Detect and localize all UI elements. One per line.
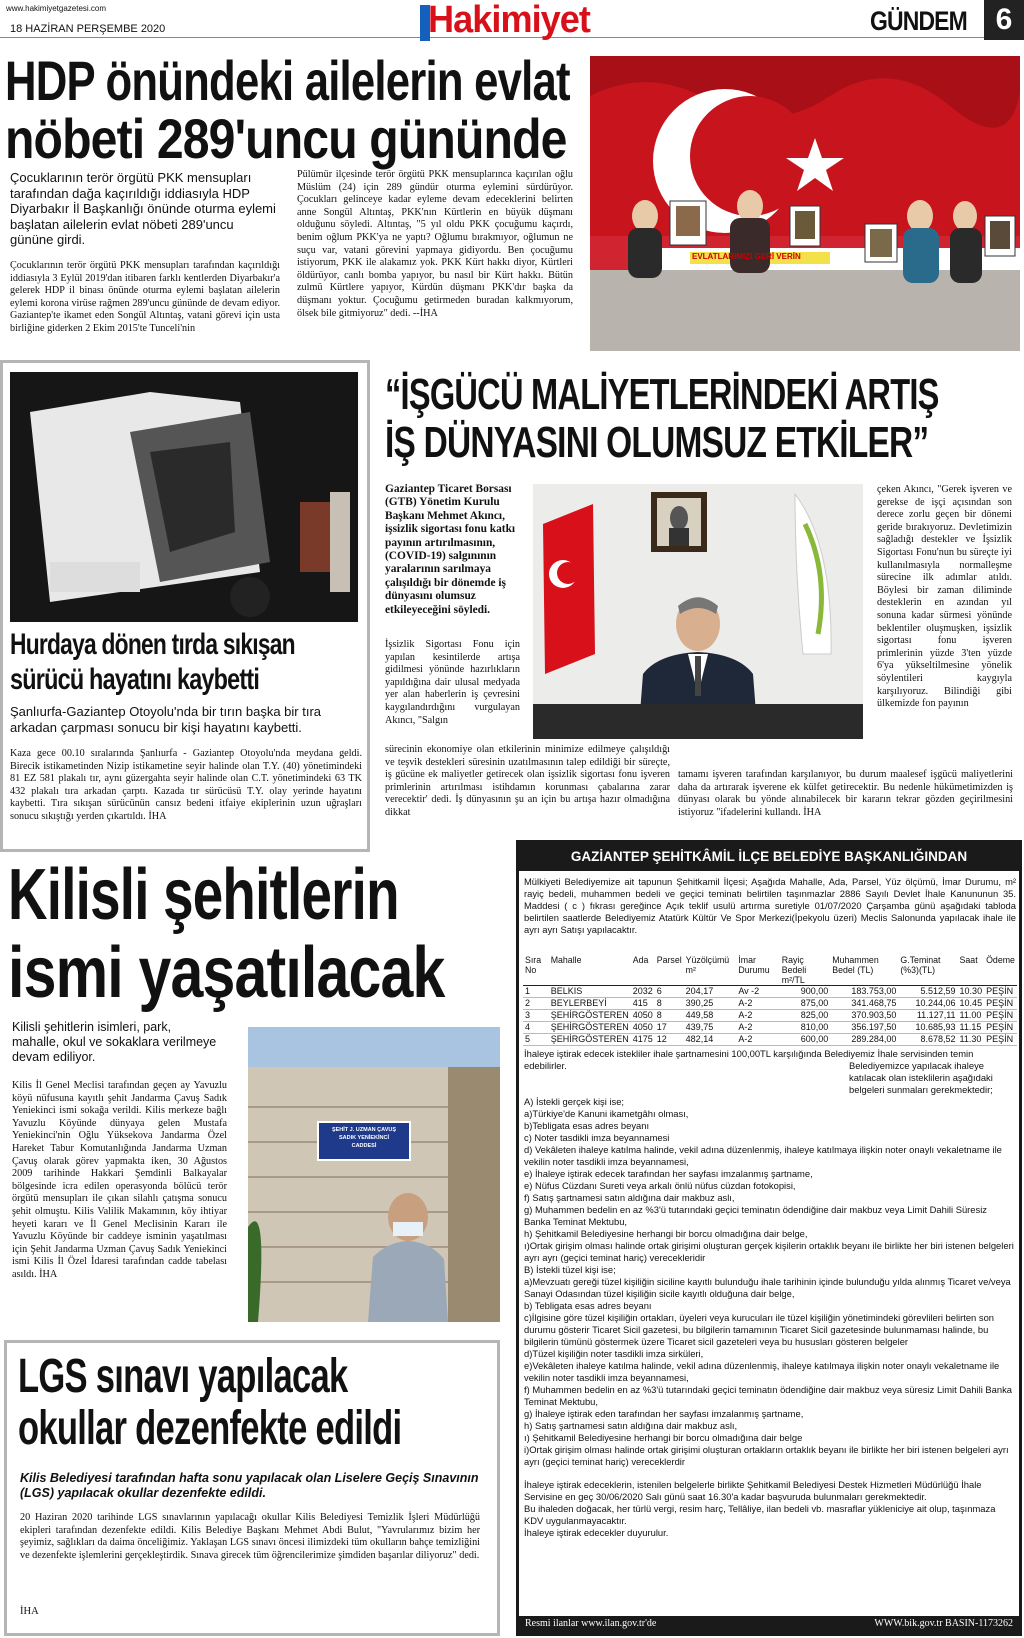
ad-table-cell: PEŞİN bbox=[984, 986, 1017, 998]
ad-table-cell: 10.45 bbox=[959, 998, 983, 1008]
art3-body-col1a: İşsizlik Sigortası Fonu için yapılan kesintilerde artışa gidilmesi yönünde hazırlıkların yapıldığına dair ulusal medyada yer alan haberlerin iş çevresini kaygılandırdığını vurgulayan Akıncı, "Salgın bbox=[385, 639, 520, 726]
ad-table-cell: A-2 bbox=[736, 1034, 779, 1046]
ad-table-cell: 11.30 bbox=[958, 1034, 985, 1046]
office-portrait-illustration bbox=[533, 484, 863, 739]
ad-table-cell: 600,00 bbox=[780, 1034, 831, 1046]
ad-table-cell: 4 bbox=[523, 1022, 549, 1034]
ad-table-cell: 2032 bbox=[632, 986, 653, 996]
ad-table-cell: 10.30 bbox=[959, 986, 983, 996]
ad-table-header-cell: İmar Durumu bbox=[736, 955, 779, 986]
ad-table-cell: 900,00 bbox=[780, 986, 831, 998]
ad-requirement-item: B) İstekli tüzel kişi ise; bbox=[524, 1264, 616, 1275]
ad-table-header-row bbox=[523, 955, 1017, 986]
art1-body-col2: Pülümür ilçesinde terör örgütü PKK mensuplarınca kaçırılan oğlu Müslüm (24) için 289 gündür oturma eylemini sürdürüyor. Çocukları gelinceye kadar eyleme devam edeceklerini belirten anne Songül Altıntaş, PKK'nın Kürtlerin en büyük düşmanı olduğunu söyledi. Altıntaş, "5 yıl oldu PKK çocuğumu kaçırdı, benim oğlum PKK'ya ne yaptı? Oğlumu bırakmıyor, oğlumun ne suçu var, vatani görevini yapmaya gidiyordu. Ben çocuğumu istiyorum, PKK ile alakamız yok. PKK Kürt hakkı diyor, Kürtleri öldürüyor, canlı bomba yapıyor, bu nasıl bir Kürt hakkı. Bütün zulmü Kürtlere yapıyor, Kürdün düşmanı PKK'dır başka da düşmanı yoktur. Çocuğumu getirmeden buradan kalkmıyorum, ölsek bile gitmiyoruz" dedi. --İHA bbox=[297, 169, 573, 319]
ad-table-cell: 11.15 bbox=[958, 1022, 985, 1034]
ad-closing-3: İhaleye iştirak edecekler duyurulur. bbox=[524, 1527, 669, 1538]
ad-table-cell: 8 bbox=[655, 1010, 684, 1022]
ad-requirement-item: d) Vekâleten ihaleye katılma halinde, vekil adına düzenlenmiş, ihaleye katılmaya ilişkin noter onaylı vekaletname ile vekilin noter tasdikli imza beyannamesi, bbox=[524, 1144, 1002, 1167]
art5-body: 20 Haziran 2020 tarihinde LGS sınavlarının yapılacağı okullar Kilis Belediyesi Temizlik İşleri Müdürlüğü ekipleri tarafından dezenfekte edildi. Kilis Belediye Başkanı Mehmet Abdi Bulut, "Yavrularımız bizim her şeyimiz, sağlıkları da daima önceliğimiz. Yaklaşan LGS sınavı öncesi ilimizdeki tüm okulların bahçe temizliğini ve dezenfekte işlemlerini gerçekleştirdik. Sınava girecek tüm öğrencilerimize şimdiden başarılar diliyoruz" dedi. bbox=[20, 1512, 480, 1561]
ad-table-cell: PEŞİN bbox=[984, 1022, 1017, 1034]
art1-title-line1: HDP önündeki ailelerin evlat bbox=[5, 49, 570, 112]
art1-photo-banner: EVLATLARIMIZI GERİ VERİN bbox=[692, 252, 801, 261]
ad-table-cell: 2 bbox=[523, 998, 549, 1010]
ad-header: GAZİANTEP ŞEHİTKÂMİL İLÇE BELEDİYE BAŞKANLIĞINDAN bbox=[519, 843, 1019, 871]
ad-cond-1b: Belediyemizce yapılacak ihaleye katılacak olan isteklilerin aşağıdaki belgeleri sunmaları gerekmektedir; bbox=[849, 1060, 993, 1095]
art4-title-line1: Kilisli şehitlerin bbox=[8, 855, 399, 935]
art1-lead: Çocuklarının terör örgütü PKK mensupları tarafından dağa kaçırıldığı iddiasıyla HDP Diyarbakır İl Başkanlığı önünde oturma eylemi başlatan ailelerin evlat nöbeti 289'uncu gününe girdi. bbox=[10, 170, 276, 247]
ad-table-cell: 825,00 bbox=[780, 1010, 831, 1022]
ad-requirement-item: f) Satış şartnamesi satın aldığına dair makbuz aslı, bbox=[524, 1192, 735, 1203]
ad-table-cell: A-2 bbox=[736, 998, 779, 1010]
ad-table-cell: 439,75 bbox=[684, 1022, 737, 1034]
ad-conditions bbox=[524, 1048, 1016, 1539]
art5-title-line1: LGS sınavı yapılacak bbox=[18, 1350, 348, 1403]
ad-table-cell: PEŞİN bbox=[984, 1034, 1017, 1046]
logo-text: Hakimiyet bbox=[428, 0, 591, 41]
art3-title-line1: “İŞGÜCÜ MALİYETLERİNDEKİ ARTIŞ bbox=[385, 370, 939, 419]
street-sign-line2: SADIK YENİEKİNCİ bbox=[338, 1135, 390, 1141]
ad-table-cell: 204,17 bbox=[684, 986, 737, 998]
ad-table-row bbox=[523, 1022, 1017, 1034]
ad-table-cell: 11.127,11 bbox=[898, 1010, 957, 1022]
art2-title-line1: Hurdaya dönen tırda sıkışan bbox=[10, 628, 295, 661]
ad-table-cell: 3 bbox=[523, 1010, 549, 1022]
ad-table-cell: PEŞİN bbox=[984, 998, 1017, 1010]
ad-requirement-item: a)Türkiye'de Kanuni ikametgâhı olması, bbox=[524, 1108, 689, 1119]
ad-table-cell: 12 bbox=[655, 1034, 684, 1046]
art2-photo bbox=[10, 372, 358, 622]
ad-table-cell: 10.244,06 bbox=[898, 998, 957, 1010]
ad-table-cell: 449,58 bbox=[684, 1010, 737, 1022]
ad-table-cell: 17 bbox=[655, 1022, 684, 1034]
street-sign-illustration bbox=[248, 1027, 500, 1322]
ad-requirement-item: f) Muhammen bedelin en az %3'ü tutarındaki geçici teminatın ödendiğine dair makbuz veya süresiz Limit Dahili Banka Teminat Mektubu, bbox=[524, 1384, 1012, 1407]
ad-table-cell: BEYLERBEYİ bbox=[549, 998, 631, 1010]
ad-closing-1: İhaleye iştirak edeceklerin, istenilen belgelerle birlikte Şehitkamil Belediyesi Destek Hizmetleri Müdürlüğü İhale Servisine en geç 30/06/2020 Salı günü saat 16.30'a kadar başvuruda bulunmaları gerekmektedir. bbox=[524, 1479, 982, 1502]
ad-requirement-item: h) Şehitkamil Belediyesine herhangi bir borcu olmadığına dair belge, bbox=[524, 1228, 808, 1239]
art3-title-line2: İŞ DÜNYASINI OLUMSUZ ETKİLER” bbox=[385, 418, 929, 467]
art3-body-col1b: sürecinin ekonomiye olan etkilerinin minimize edilmeye çalışıldığı ve teşvik destekleri süresinin uzatılmasının talep edildiği bir süreçte, iş gücüne ek maliyetler getirecek olan işsizlik sigortası fonu işveren primlerinin artırılması istihdamın korunması çabalarına zarar verecektir' dedi. İş dünyasının şu an için bu artışa hazır olmadığına dikkat bbox=[385, 744, 670, 818]
ad-table-row bbox=[523, 998, 1017, 1010]
ad-table-cell: 5 bbox=[523, 1034, 549, 1046]
art3-lead: Gaziantep Ticaret Borsası (GTB) Yönetim Kurulu Başkanı Mehmet Akıncı, işsizlik sigortası fonu katkı payının artırılmasının, (COVID-19) salgınının yaralarının sarılmaya çalışıldığı bir dönemde iş dünyasını olumsuz etkileyeceğini söyledi. bbox=[385, 483, 516, 616]
art2-lead: Şanlıurfa-Gaziantep Otoyolu'nda bir tırın başka bir tıra arkadan çarpması sonucu bir kişi hayatını kaybetti. bbox=[10, 704, 322, 735]
ad-table-header-cell: G.Teminat (%3)(TL) bbox=[898, 955, 957, 986]
ad-table-cell: 1 bbox=[523, 986, 549, 998]
art3-photo bbox=[533, 484, 863, 739]
ad-requirement-item: b)Tebligata esas adres beyanı bbox=[524, 1120, 650, 1131]
art3-body-col3b: tamamı işveren tarafından karşılanıyor, bu durum maalesef işgücü maliyetlerini daha da artırarak işverene ek külfet getirecektir. Bu nedenle hükümetimizden iş dünyası olarak bu yönde alınabilecek bir kararın tekrar gözden geçirilmesini istiyoruz "ifadelerini kullandı. İHA bbox=[678, 769, 1013, 818]
ad-table-cell: PEŞİN bbox=[984, 1010, 1017, 1022]
ad-footer-left[interactable]: Resmi ilanlar www.ilan.gov.tr'de bbox=[525, 1618, 657, 1629]
logo bbox=[420, 0, 605, 43]
ad-requirement-item: a)Mevzuatı gereği tüzel kişiliğin siciline kayıtlı bulunduğu ihale tarihinin içinde bulunduğu yılda alınmış Ticaret ve/veya Sanayi Odasından tüzel kişiliğin sicile kayıtlı olduğuna dair belge, bbox=[524, 1276, 1011, 1299]
art1-photo bbox=[590, 56, 1020, 351]
ad-table-cell: 4050 bbox=[632, 1022, 653, 1032]
ad-table-header-cell: Parsel bbox=[655, 955, 684, 986]
ad-table-header-cell: Rayiç Bedeli m²/TL bbox=[780, 955, 831, 986]
issue-date: 18 HAZİRAN PERŞEMBE 2020 bbox=[10, 23, 166, 35]
ad-table-cell: 6 bbox=[655, 986, 684, 998]
ad-requirement-item: c) Noter tasdikli imza beyannamesi bbox=[524, 1132, 670, 1143]
ad-table-cell: ŞEHİRGÖSTEREN bbox=[550, 1022, 629, 1032]
ad-table-header-cell: Muhammen Bedel (TL) bbox=[830, 955, 898, 986]
art4-body: Kilis İl Genel Meclisi tarafından geçen ay Yavuzlu köyü nüfusuna kayıtlı şehit Jandarma Çavuş Sadık Yeniekinci ismi sokağa verildi. Kilis merkeze bağlı Yavuzlu Köyünde dünyaya gelen Mustafa Yeniekinci'nin Oğlu Yüksekova Jandarma Özel Hareket Tabur Komutanlığında Jandarma Uzman Çavuş olarak görev yapmakta iken, 30 Ağustos 2009 tarihinde Hakkari Şemdinli Balkayalar bölgesinde icra edilen operasyonda bölücü terör örgütü mensupları ile çıkan silahlı çatışma sonucu şehit olmuştu. Kilis Valilik Makamının, köy ihtiyar heyeti kararı ve İl Genel Meclisinin Kararı ile Yavuzlu Köyünde bir caddeye isminin yaşatılması için Şehit Jandarma Uzman Çavuş Sadık Yeniekinci ismi Kilis İl Özel İdaresi tarafından cadde tabelası asıldı. İHA bbox=[12, 1080, 227, 1280]
ad-table-cell: 482,14 bbox=[684, 1034, 737, 1046]
ad-requirement-item: i)Ortak girişim olması halinde ortak girişimi oluşturan ortakların ortaklık beyanı ile birlikte her biri istenen belgeleri ayrı ayrı (geçici teminat hariç) vereceklerdir bbox=[524, 1444, 1009, 1467]
ad-table-cell: 8.678,52 bbox=[898, 1034, 957, 1046]
art4-title-line2: ismi yaşatılacak bbox=[8, 933, 445, 1013]
ad-requirement-item: e) İhaleye iştirak edecek tarafından her sayfası imzalanmış şartname, bbox=[524, 1168, 813, 1179]
protest-scene-illustration bbox=[590, 56, 1020, 351]
ad-footer bbox=[519, 1616, 1019, 1633]
ad-requirement-item: h) Satış şartnamesi satın aldığına dair makbuz aslı, bbox=[524, 1420, 738, 1431]
ad-requirement-item: b) Tebligata esas adres beyanı bbox=[524, 1300, 652, 1311]
ad-table-cell: 810,00 bbox=[780, 1022, 831, 1034]
ad-footer-right[interactable]: WWW.bik.gov.tr BASIN-1173262 bbox=[874, 1618, 1013, 1629]
art2-body: Kaza gece 00.10 sıralarında Şanlıurfa - Gaziantep Otoyolu'nda meydana geldi. Birecik istikametinden Nizip istikametine seyir halinde olan T.Y. (40) yönetimindeki 81 EZ 581 plakalı tır, aynı güzergahta seyir halinde olan C.T. yönetimindeki 63 TK 432 plakalı tıra arkadan çarptı. Kazada tır sürücüsü T.Y. olay yerinde hayatını kaybetti. Tıra sıkışan sürücünün cansız bedeni itfaiye ekiplerinin uzun uğraşları sonucu sıkıştığı yerden çıkartıldı. İHA bbox=[10, 748, 362, 822]
street-sign-line3: CADDESİ bbox=[351, 1143, 377, 1149]
art3-body-col3: çeken Akıncı, "Gerek işveren ve gerekse de işçi açısından son derece zorlu geçen bir dönemi geride bırakıyoruz. Devletimizin sağladığı destekler ve İşsizlik Sigortası Fonu'nun bu süreçte iyi kullanılmasıyla normalleşme sürecine ilk adımlar atıldı. Böylesi bir zaman diliminde desteklerin en azından yıl sonuna kadar sürmesi yönünde beklentiler oluşmuşken, işsizlik sigortası fonu işveren primlerinin yüzde 3'ten yüzde 6'ya yükseltilmesine yönelik söylentileri kaygıyla karşılıyoruz. Bilindiği gibi ülkemizde fon payının bbox=[877, 484, 1012, 710]
art5-lead: Kilis Belediyesi tarafından hafta sonu yapılacak olan Liselere Geçiş Sınavının (LGS) yapılacak okullar dezenfekte edildi. bbox=[20, 1471, 479, 1500]
ad-table-cell: 5.512,59 bbox=[898, 986, 957, 998]
ad-requirement-item: c)İlgisine göre tüzel kişiliğin ortakları, üyeleri veya kurucuları ile tüzel kişiliğin yönetimindeki görevlileri belirten son durumu gösterir Ticaret Sicil gazetesi, bu bilgilerin tamamının Ticaret Sicil gazetesinde bulunmaması halinde, bu bilgilerin tümünü göstermek üzere Ticaret sicil gazeteleri veya bu hususları gösteren belgeler bbox=[524, 1312, 994, 1347]
ad-table-cell: 183.753,00 bbox=[830, 986, 898, 998]
art1-body-col1: Çocuklarının terör örgütü PKK mensupları tarafından kaçırıldığı iddiasıyla 3 Eylül 2019'dan itibaren farklı kentlerden Diyarbakır'a gelerek HDP il binası önünde oturma eylemi başlatan ailelerin eylemi korona virüse rağmen 289'uncu gününde de devam ediyor. Gaziantep'te ikamet eden Songül Altıntaş, vatani görevi için usta birliğine giderken 2 Ekim 2015'te Tunceli'nin bbox=[10, 260, 280, 334]
ad-requirement-item: g) İhaleye iştirak eden tarafından her sayfası imzalanmış şartname, bbox=[524, 1408, 804, 1419]
ad-requirement-list bbox=[524, 1096, 1016, 1468]
ad-table-cell: 4175 bbox=[632, 1034, 653, 1044]
street-sign-line1: ŞEHİT J. UZMAN ÇAVUŞ bbox=[331, 1127, 397, 1133]
ad-requirement-item: ı) Şehitkamil Belediyesine herhangi bir borcu olmadığına dair belge bbox=[524, 1432, 803, 1443]
art5-title-line2: okullar dezenfekte edildi bbox=[18, 1402, 402, 1455]
ad-table-cell: 875,00 bbox=[780, 998, 831, 1010]
ad-requirement-item: ı)Ortak girişim olması halinde ortak girişimi oluşturan gerçek kişilerin ortaklık beyanı ile birlikte her biri istenen belgeleri ayrı ayrı (geçici teminat hariç) verecekleridir bbox=[524, 1240, 1014, 1263]
art4-lead: Kilisli şehitlerin isimleri, park, mahalle, okul ve sokaklara verilmeye devam ediliyor. bbox=[12, 1020, 217, 1064]
ad-table-cell: ŞEHİRGÖSTEREN bbox=[550, 1010, 629, 1020]
street-sign bbox=[320, 1126, 408, 1150]
art1-title-line2: nöbeti 289'uncu gününde bbox=[5, 107, 567, 170]
ad-table-cell: 4050 bbox=[632, 1010, 653, 1020]
wrecked-truck-illustration bbox=[10, 372, 358, 622]
art2-title-line2: sürücü hayatını kaybetti bbox=[10, 663, 260, 696]
ad-table-header-cell: Yüzölçümü m² bbox=[684, 955, 737, 986]
ad-closing-2: Bu ihaleden doğacak, her türlü vergi, resim harç, Tellâliye, ilan bedeli vb. masraflar yükleniciye ait olup, taşınmaza KDV uygulanmayacaktır. bbox=[524, 1503, 996, 1526]
ad-table-cell: 415 bbox=[631, 998, 655, 1010]
ad-table-header-cell: Ada bbox=[631, 955, 655, 986]
ad-table-cell: 370.903,50 bbox=[830, 1010, 898, 1022]
ad-requirement-item: d)Tüzel kişiliğin noter tasdikli imza sirküleri, bbox=[524, 1348, 704, 1359]
ad-requirement-item: e)Vekâleten ihaleye katılma halinde, vekil adına düzenlenmiş, ihaleye katılmaya ilişkin noter onaylı vekaletname ile vekilin noter tasdikli imza beyannamesi, bbox=[524, 1360, 1000, 1383]
ad-table-body bbox=[523, 986, 1017, 1046]
ad-table-header-cell: Sıra No bbox=[523, 955, 549, 986]
ad-table-cell: Av -2 bbox=[736, 986, 779, 998]
ad-requirement-item: A) İstekli gerçek kişi ise; bbox=[524, 1096, 625, 1107]
ad-table-cell: 289.284,00 bbox=[830, 1034, 898, 1046]
site-url[interactable]: www.hakimiyetgazetesi.com bbox=[6, 4, 107, 13]
ad-table-row bbox=[523, 1034, 1017, 1046]
ad-table bbox=[523, 955, 1017, 1046]
ad-table-cell: A-2 bbox=[736, 1010, 779, 1022]
ad-table-cell: ŞEHİRGÖSTEREN bbox=[550, 1034, 629, 1044]
ad-table-cell: A-2 bbox=[736, 1022, 779, 1034]
ad-table-cell: 11.00 bbox=[958, 1010, 985, 1022]
ad-table-row bbox=[523, 1010, 1017, 1022]
ad-table-cell: 341.468,75 bbox=[830, 998, 898, 1010]
ad-table-cell: 10.685,93 bbox=[898, 1022, 957, 1034]
ad-table-cell: 390,25 bbox=[684, 998, 737, 1010]
ad-requirement-item: e) Nüfus Cüzdanı Sureti veya arkalı önlü nüfus cüzdan fotokopisi, bbox=[524, 1180, 796, 1191]
ad-intro: Mülkiyeti Belediyemize ait tapunun Şehitkamil İlçesi; Aşağıda Mahalle, Ada, Parsel, Yüz ölçümü, İmar Durumu, m² rayiç bedeli, muhammen bedeli ve geçici teminatı belirtilen taşınmazlar 2886 Sayılı Devlet İhale Kanununun 35. Maddesi ( c ) fıkrası gereğince Açık teklif usulü artırma suretiyle 01/07/2020 Çarşamba günü aşağıdaki tabloda belirtilen saatlerde Belediyemiz Atatürk Kültür Ve Spor Merkezi(İpekyolu üzeri) Meclis Salonunda yapılacak ihale ile ayrı ayrı Satışı yapılacaktır. bbox=[524, 876, 1016, 935]
ad-table-cell: 8 bbox=[655, 998, 684, 1010]
ad-table-header-cell: Ödeme bbox=[984, 955, 1017, 986]
ad-cond-1: İhaleye iştirak edecek istekliler ihale şartnamesini 100,00TL karşılığında Belediyemiz İhale servisinden temin edebilirler. bbox=[524, 1048, 974, 1071]
section-name: GÜNDEM bbox=[870, 6, 967, 36]
art4-photo bbox=[248, 1027, 500, 1322]
ad-table-header-cell: Saat bbox=[958, 955, 985, 986]
art5-sign: İHA bbox=[20, 1606, 39, 1617]
ad-requirement-item: g) Muhammen bedelin en az %3'ü tutarındaki geçici teminatın ödendiğine dair makbuz veya Limit Dahili Süresiz Banka Teminat Mektubu, bbox=[524, 1204, 987, 1227]
ad-table-row bbox=[523, 986, 1017, 998]
ad-table-cell: 356.197,50 bbox=[830, 1022, 898, 1034]
page-number: 6 bbox=[984, 0, 1024, 40]
ad-table-cell: BELKIS bbox=[549, 986, 631, 998]
ad-table-header-cell: Mahalle bbox=[549, 955, 631, 986]
